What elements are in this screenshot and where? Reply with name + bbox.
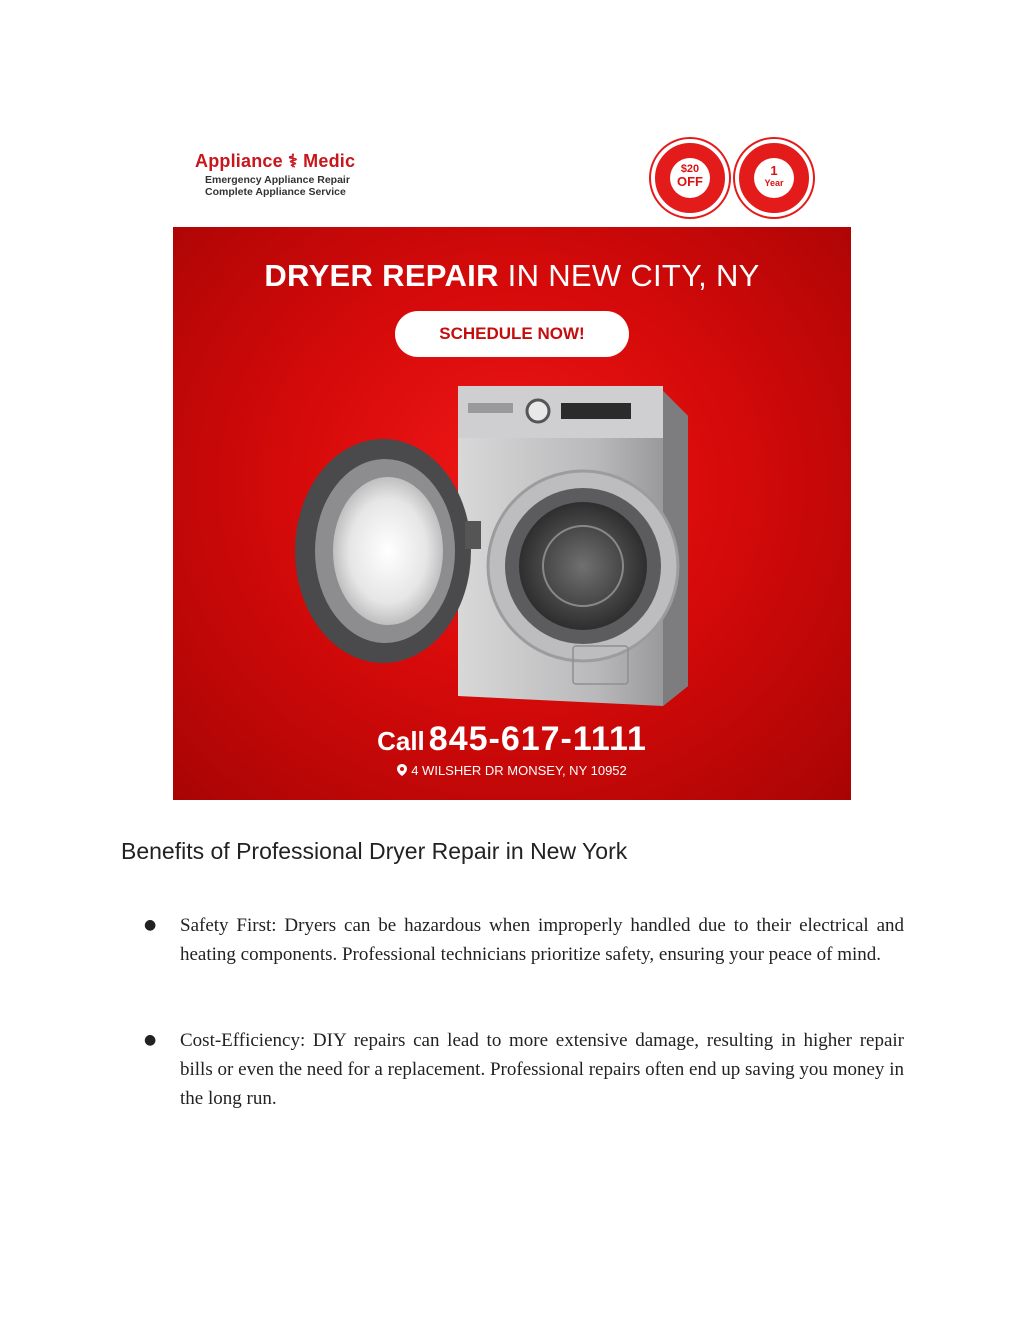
list-item: [144, 1026, 904, 1113]
list-item-text: Cost-Efficiency: DIY repairs can lead to more extensive damage, resulting in higher repair bills or even the need for a replacement. Professional repairs often end up saving you money in the long run.: [180, 1030, 904, 1109]
headline-rest: IN NEW CITY, NY: [498, 258, 760, 293]
promo-banner: [173, 123, 851, 800]
bullet-icon: ●: [144, 917, 157, 933]
logo-tagline-1: Emergency Appliance Repair: [205, 174, 350, 186]
warranty-badge: [735, 139, 813, 217]
phone-number[interactable]: 845-617-1111: [428, 720, 647, 758]
call-word: Call: [377, 726, 425, 756]
warranty-amount: 1: [770, 163, 778, 178]
section-heading: Benefits of Professional Dryer Repair in New York: [121, 838, 628, 864]
list-item: [144, 911, 904, 969]
list-item-text: Safety First: Dryers can be hazardous when improperly handled due to their electrical and heating components. Professional technicians prioritize safety, ensuring your peace of mind.: [180, 915, 904, 965]
discount-badge: [651, 139, 729, 217]
discount-label: OFF: [677, 174, 703, 189]
address-text: 4 WILSHER DR MONSEY, NY 10952: [411, 763, 627, 778]
banner-headline: [173, 258, 851, 294]
location-pin-icon: [397, 764, 407, 776]
bullet-icon: ●: [144, 1032, 157, 1048]
brand-logo: Appliance ⚕ Medic: [195, 151, 356, 171]
logo-tagline-2: Complete Appliance Service: [205, 186, 346, 198]
washer-dryer-image: [293, 381, 703, 711]
schedule-now-button[interactable]: SCHEDULE NOW!: [395, 311, 629, 357]
discount-amount: $20: [680, 163, 700, 175]
address-line: [173, 763, 851, 778]
warranty-label: Year: [764, 178, 784, 188]
headline-bold: DRYER REPAIR: [264, 258, 499, 293]
call-line: [173, 720, 851, 759]
banner-header: [173, 123, 851, 227]
